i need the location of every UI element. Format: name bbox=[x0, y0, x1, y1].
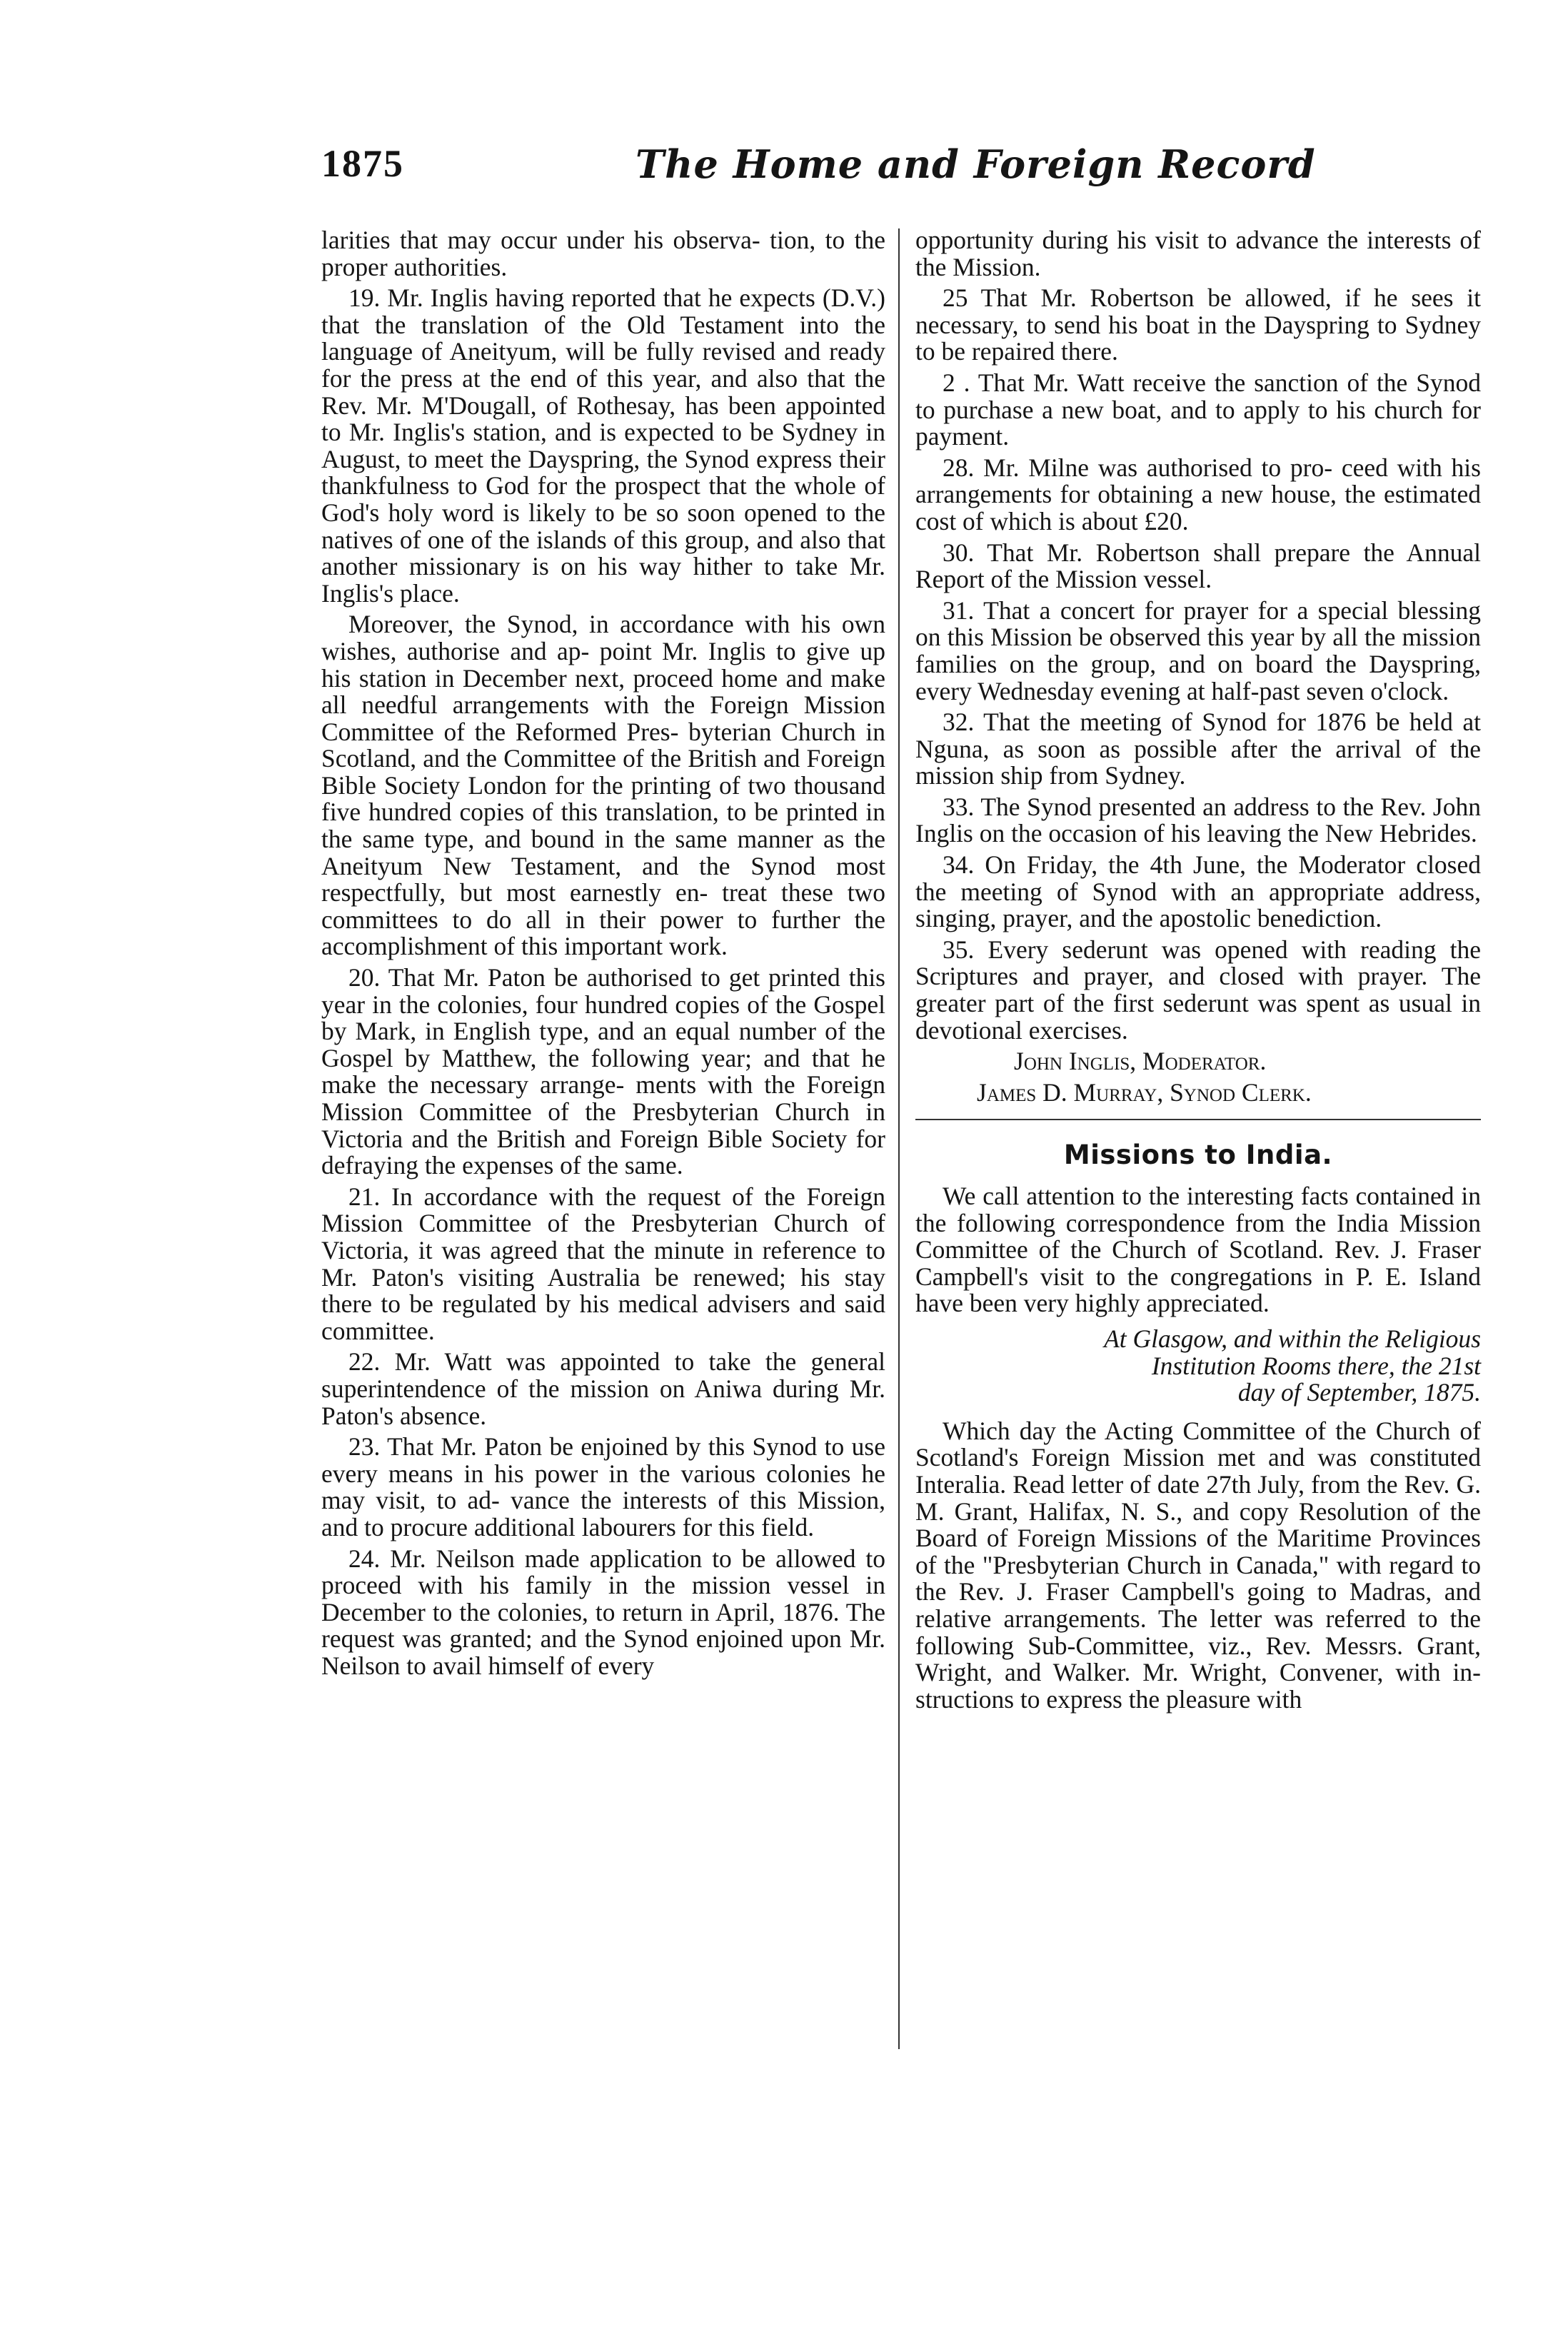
paragraph: 23. That Mr. Paton be enjoined by this Synod to use every means in his power in the various colonies he may visit, to ad- vance the interests of this Mission, and to procure additional labourers for this field. bbox=[321, 1432, 885, 1541]
dateline-line: day of September, 1875. bbox=[1237, 1378, 1481, 1407]
paragraph: 31. That a concert for prayer for a special blessing on this Mission be observed this year by all the mission families on the group, and on board the Dayspring, every Wednesday evening at half-past seven o'clock. bbox=[915, 595, 1481, 705]
paragraph: 19. Mr. Inglis having reported that he expects (D.V.) that the translation of the Old Testament into the language of Aneityum, will be fully revised and ready for the press at the end of this year, and also that the Rev. Mr. M'Dougall, of Rothesay, has been appointed to Mr. Inglis's station, and is expected to be Sydney in August, to meet the Dayspring, the Synod express their thankfulness to God for the prospect that the whole of God's holy word is likely to be so soon opened to the natives of one of the islands of this group, and also that another missionary is on his way hither to take Mr. Inglis's place. bbox=[321, 283, 885, 608]
paragraph: 20. That Mr. Paton be authorised to get printed this year in the colonies, four hundred copies of the Gospel by Mark, in English type, and an equal number of the Gospel by Matthew, the following year; and that he make the necessary arrange- ments with the Foreign Mission Committee of the Presbyterian Church in Victoria and the British and Foreign Bible Society for defraying the expenses of the same. bbox=[321, 963, 885, 1180]
section-heading: Missions to India. bbox=[1063, 1140, 1333, 1171]
paragraph: 35. Every sederunt was opened with reading the Scriptures and prayer, and closed with prayer. The greater part of the first sederunt was spent as usual in devotional exercises. bbox=[915, 935, 1481, 1045]
page-number: 1875 bbox=[321, 142, 404, 185]
clerk-signature: James D. Murray, Synod Clerk. bbox=[977, 1077, 1312, 1107]
dateline-line: At Glasgow, and within the Religious bbox=[1104, 1324, 1481, 1353]
paragraph: Which day the Acting Committee of the Church of Scotland's Foreign Mission met and was constituted Interalia. Read letter of date 27th July, from the Rev. G. M. Grant, Halifax, N. S., and copy Resolution of the Board of Foreign Missions of the Maritime Provinces of the "Presbyterian Church in Canada," with regard to the Rev. J. Fraser Campbell's going to Madras, and relative arrangements. The letter was referred to the following Sub-Committee, viz., Rev. Messrs. Grant, Wright, and Walker. Mr. Wright, Convener, with in- structions to express the pleasure with bbox=[915, 1416, 1481, 1714]
journal-title: The Home and Foreign Record bbox=[635, 141, 1316, 187]
left-column bbox=[321, 227, 885, 1684]
paragraph: 2 . That Mr. Watt receive the sanction of the Synod to purchase a new boat, and to apply to his church for payment. bbox=[915, 368, 1481, 451]
paragraph: opportunity during his visit to advance the interests of the Mission. bbox=[915, 226, 1481, 281]
paragraph: larities that may occur under his observa- tion, to the proper authorities. bbox=[321, 226, 885, 281]
column-divider bbox=[898, 228, 900, 2049]
paragraph: 22. Mr. Watt was appointed to take the general superintendence of the mission on Aniwa during Mr. Paton's absence. bbox=[321, 1347, 885, 1430]
paragraph: 25 That Mr. Robertson be allowed, if he sees it necessary, to send his boat in the Dayspring to Sydney to be repaired there. bbox=[915, 283, 1481, 366]
paragraph: 34. On Friday, the 4th June, the Moderator closed the meeting of Synod with an appropriate address, singing, prayer, and the apostolic benediction. bbox=[915, 850, 1481, 933]
paragraph: 21. In accordance with the request of the Foreign Mission Committee of the Presbyterian Church of Victoria, it was agreed that the minute in reference to Mr. Paton's visiting Australia be renewed; his stay there to be regulated by his medical advisers and said committee. bbox=[321, 1182, 885, 1345]
paragraph: 28. Mr. Milne was authorised to pro- ceed with his arrangements for obtaining a new house, the estimated cost of which is about £20. bbox=[915, 453, 1481, 535]
dateline bbox=[915, 1326, 1481, 1407]
paragraph: 30. That Mr. Robertson shall prepare the Annual Report of the Mission vessel. bbox=[915, 538, 1481, 594]
paragraph: We call attention to the interesting facts contained in the following correspondence from the India Mission Committee of the Church of Scotland. Rev. J. Fraser Campbell's visit to the congregations in P. E. Island have been very highly appreciated. bbox=[915, 1182, 1481, 1318]
paragraph: 32. That the meeting of Synod for 1876 be held at Nguna, as soon as possible after the arrival of the mission ship from Sydney. bbox=[915, 708, 1481, 790]
right-column bbox=[915, 227, 1481, 1717]
paragraph: 24. Mr. Neilson made application to be allowed to proceed with his family in the mission vessel in December to the colonies, to return in April, 1876. The request was granted; and the Synod enjoined upon Mr. Neilson to avail himself of every bbox=[321, 1544, 885, 1680]
moderator-signature: John Inglis, Moderator. bbox=[1014, 1047, 1267, 1076]
paragraph: Moreover, the Synod, in accordance with his own wishes, authorise and ap- point Mr. Inglis to give up his station in December next, proceed home and make all needful arrangements with the Foreign Mission Committee of the Reformed Pres- byterian Church in Scotland, and the Committee of the British and Foreign Bible Society London for the printing of two thousand five hundred copies of this translation, to be printed in the same type, and bound in the same manner as the Aneityum New Testament, and the Synod most respectfully, but most earnestly en- treat these two committees to do all in their power to further the accomplishment of this important work. bbox=[321, 610, 885, 961]
paragraph: 33. The Synod presented an address to the Rev. John Inglis on the occasion of his leaving the New Hebrides. bbox=[915, 792, 1481, 848]
running-head bbox=[321, 141, 1478, 198]
dateline-line: Institution Rooms there, the 21st bbox=[1151, 1351, 1481, 1380]
section-divider bbox=[915, 1119, 1481, 1120]
